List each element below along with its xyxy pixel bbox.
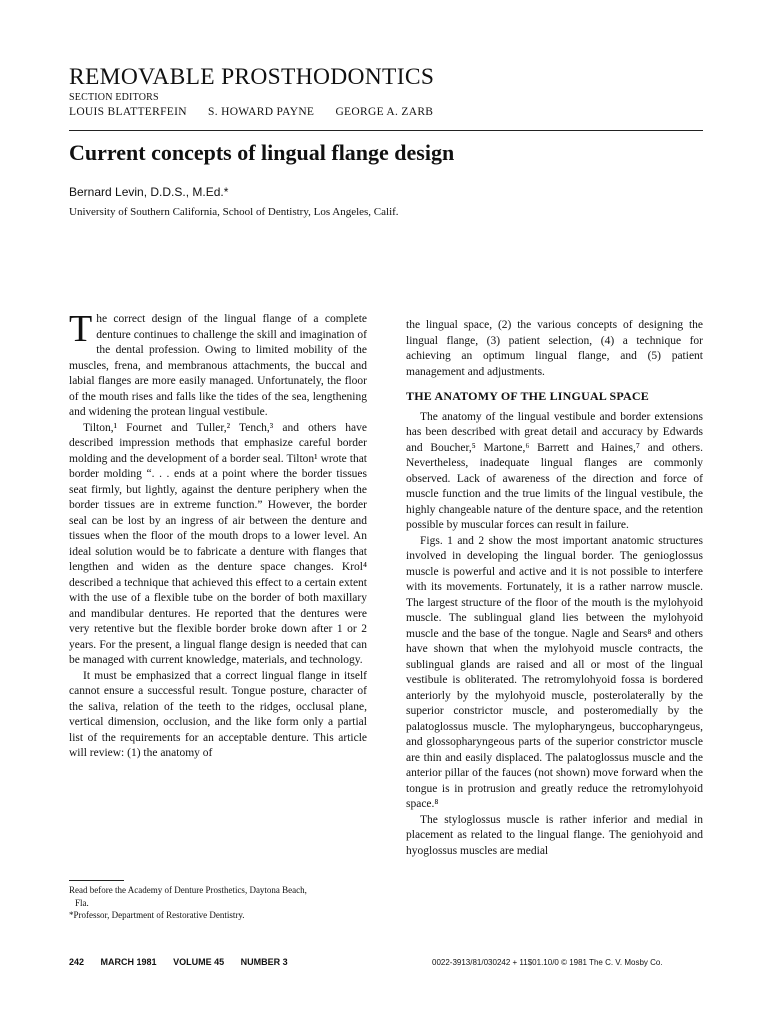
paragraph: Figs. 1 and 2 show the most important anatomic structures involved in developing the lingual border. The genioglossus muscle is powerful and active and it is not possible to interfere with its movements. Fortunately, it is a rather narrow muscle. The largest structure of the floor of the mouth is the mylohyoid muscle. The sublingual gland lies between the mylohyoid muscle and the base of the tongue. Nagle and Sears⁸ and others have shown that when the mylohyoid muscle contracts, the sublingual glands are raised and all or most of the lingual vestibule is obliterated. The retromylohyoid fossa is bordered anteriorly by the mylohyoid muscle, posterolaterally by the superior constrictor muscle, and posteromedially by the palatoglossus muscle. The mylopharyngeus, buccopharyngeus, and glossopharyngeous parts of the superior constrictor muscle are thin and easily displaced. The palatoglossus muscle and the anterior pillar of the fauces (not shown) move forward when the tongue is in protrusion and greatly reduce the retromylohyoid space.⁸ — [406, 534, 703, 810]
affiliation-line: University of Southern California, School of Dentistry, Los Angeles, Calif. — [69, 206, 399, 218]
footnote: *Professor, Department of Restorative Dentistry. — [69, 910, 245, 920]
section-editors — [69, 106, 451, 118]
footnote-rule — [69, 880, 124, 881]
footnote: Fla. — [75, 897, 89, 908]
header-rule — [69, 130, 703, 131]
issue-number: NUMBER 3 — [240, 957, 288, 967]
paragraph: The anatomy of the lingual vestibule and border extensions has been described with great detail and accuracy by Edwards and Boucher,⁵ Martone,⁶ Barrett and Haines,⁷ and others. Nevertheless, inadequate lingual flanges are commonly observed. Lack of awareness of the direction and force of muscle function and the true limits of the lingual vestibule, the highly changeable nature of the denture space, and the retention possible by muscular forces can result in failure. — [406, 410, 703, 531]
editor-name: GEORGE A. ZARB — [335, 106, 434, 118]
footnote: Read before the Academy of Denture Prosthetics, Daytona Beach, — [69, 885, 307, 895]
editor-name: LOUIS BLATTERFEIN — [69, 106, 187, 118]
citation-code: 0022-3913/81/030242 + 11$01.10/0 © 1981 The C. V. Mosby Co. — [432, 958, 663, 967]
issue-volume: VOLUME 45 — [173, 957, 225, 967]
section-heading: THE ANATOMY OF THE LINGUAL SPACE — [406, 389, 649, 403]
section-editors-label: SECTION EDITORS — [69, 92, 159, 103]
paragraph: Tilton,¹ Fournet and Tuller,² Tench,³ and others have described impression methods that emphasize careful border molding and the development of a border seal. Tilton¹ wrote that border molding “. . . ends at a point where the border tissues seat firmly, but lightly, against the denture periphery when the border tissues are in extreme function.” However, the border seal can be lost by an ingress of air between the denture and tissues when the floor of the mouth drops to a lower level. An ideal solution would be to fabricate a denture with flanges that lengthen and widen as the denture space changes. Krol⁴ described a technique that achieved this effect to a certain extent with the use of a flexible tube on the border of both maxillary and mandibular dentures. He reported that the dentures were very retentive but the flexible border broke down after 1 or 2 years. For the present, a lingual flange design is needed that can be managed with current knowledge, materials, and technology. — [69, 421, 367, 666]
paragraph: the lingual space, (2) the various concepts of designing the lingual flange, (3) patient selection, (4) a technique for achieving an optimum lingual flange, and (5) patient management and adjustments. — [406, 319, 703, 378]
editor-name: S. HOWARD PAYNE — [208, 106, 315, 118]
page-footer — [69, 957, 302, 967]
paragraph: The styloglossus muscle is rather inferior and medial in placement as related to the lingual flange. The geniohyoid and hyoglossus muscles are medial — [406, 813, 703, 857]
left-text-column — [69, 308, 367, 762]
footnotes — [69, 884, 369, 922]
issue-month: MARCH 1981 — [100, 957, 157, 967]
paragraph-text: he correct design of the lingual flange of a complete denture continues to challenge the skill and imagination of the dental profession. Owing to limited mobility of the muscles, frena, and membranous attachments, the buccal and labial flanges are more easily managed. Unfortunately, the floor of the mouth rises and falls like the tides of the sea, lengthening and widening the protean lingual vestibule. — [69, 313, 367, 418]
right-text-column — [406, 318, 703, 859]
article-title: Current concepts of lingual flange design — [69, 140, 455, 165]
page-number: 242 — [69, 957, 85, 967]
paragraph — [69, 308, 367, 421]
author-line: Bernard Levin, D.D.S., M.Ed.* — [69, 185, 229, 199]
section-title: REMOVABLE PROSTHODONTICS — [69, 64, 435, 90]
paragraph: It must be emphasized that a correct lingual flange in itself cannot ensure a successful result. Tongue posture, character of the saliva, relation of the teeth to the ridges, occlusal plane, vertical dimension, occlusion, and the like form only a partial list of the requirements for an acceptable denture. This article will review: (1) the anatomy of — [69, 669, 367, 759]
drop-cap: T — [69, 308, 93, 350]
